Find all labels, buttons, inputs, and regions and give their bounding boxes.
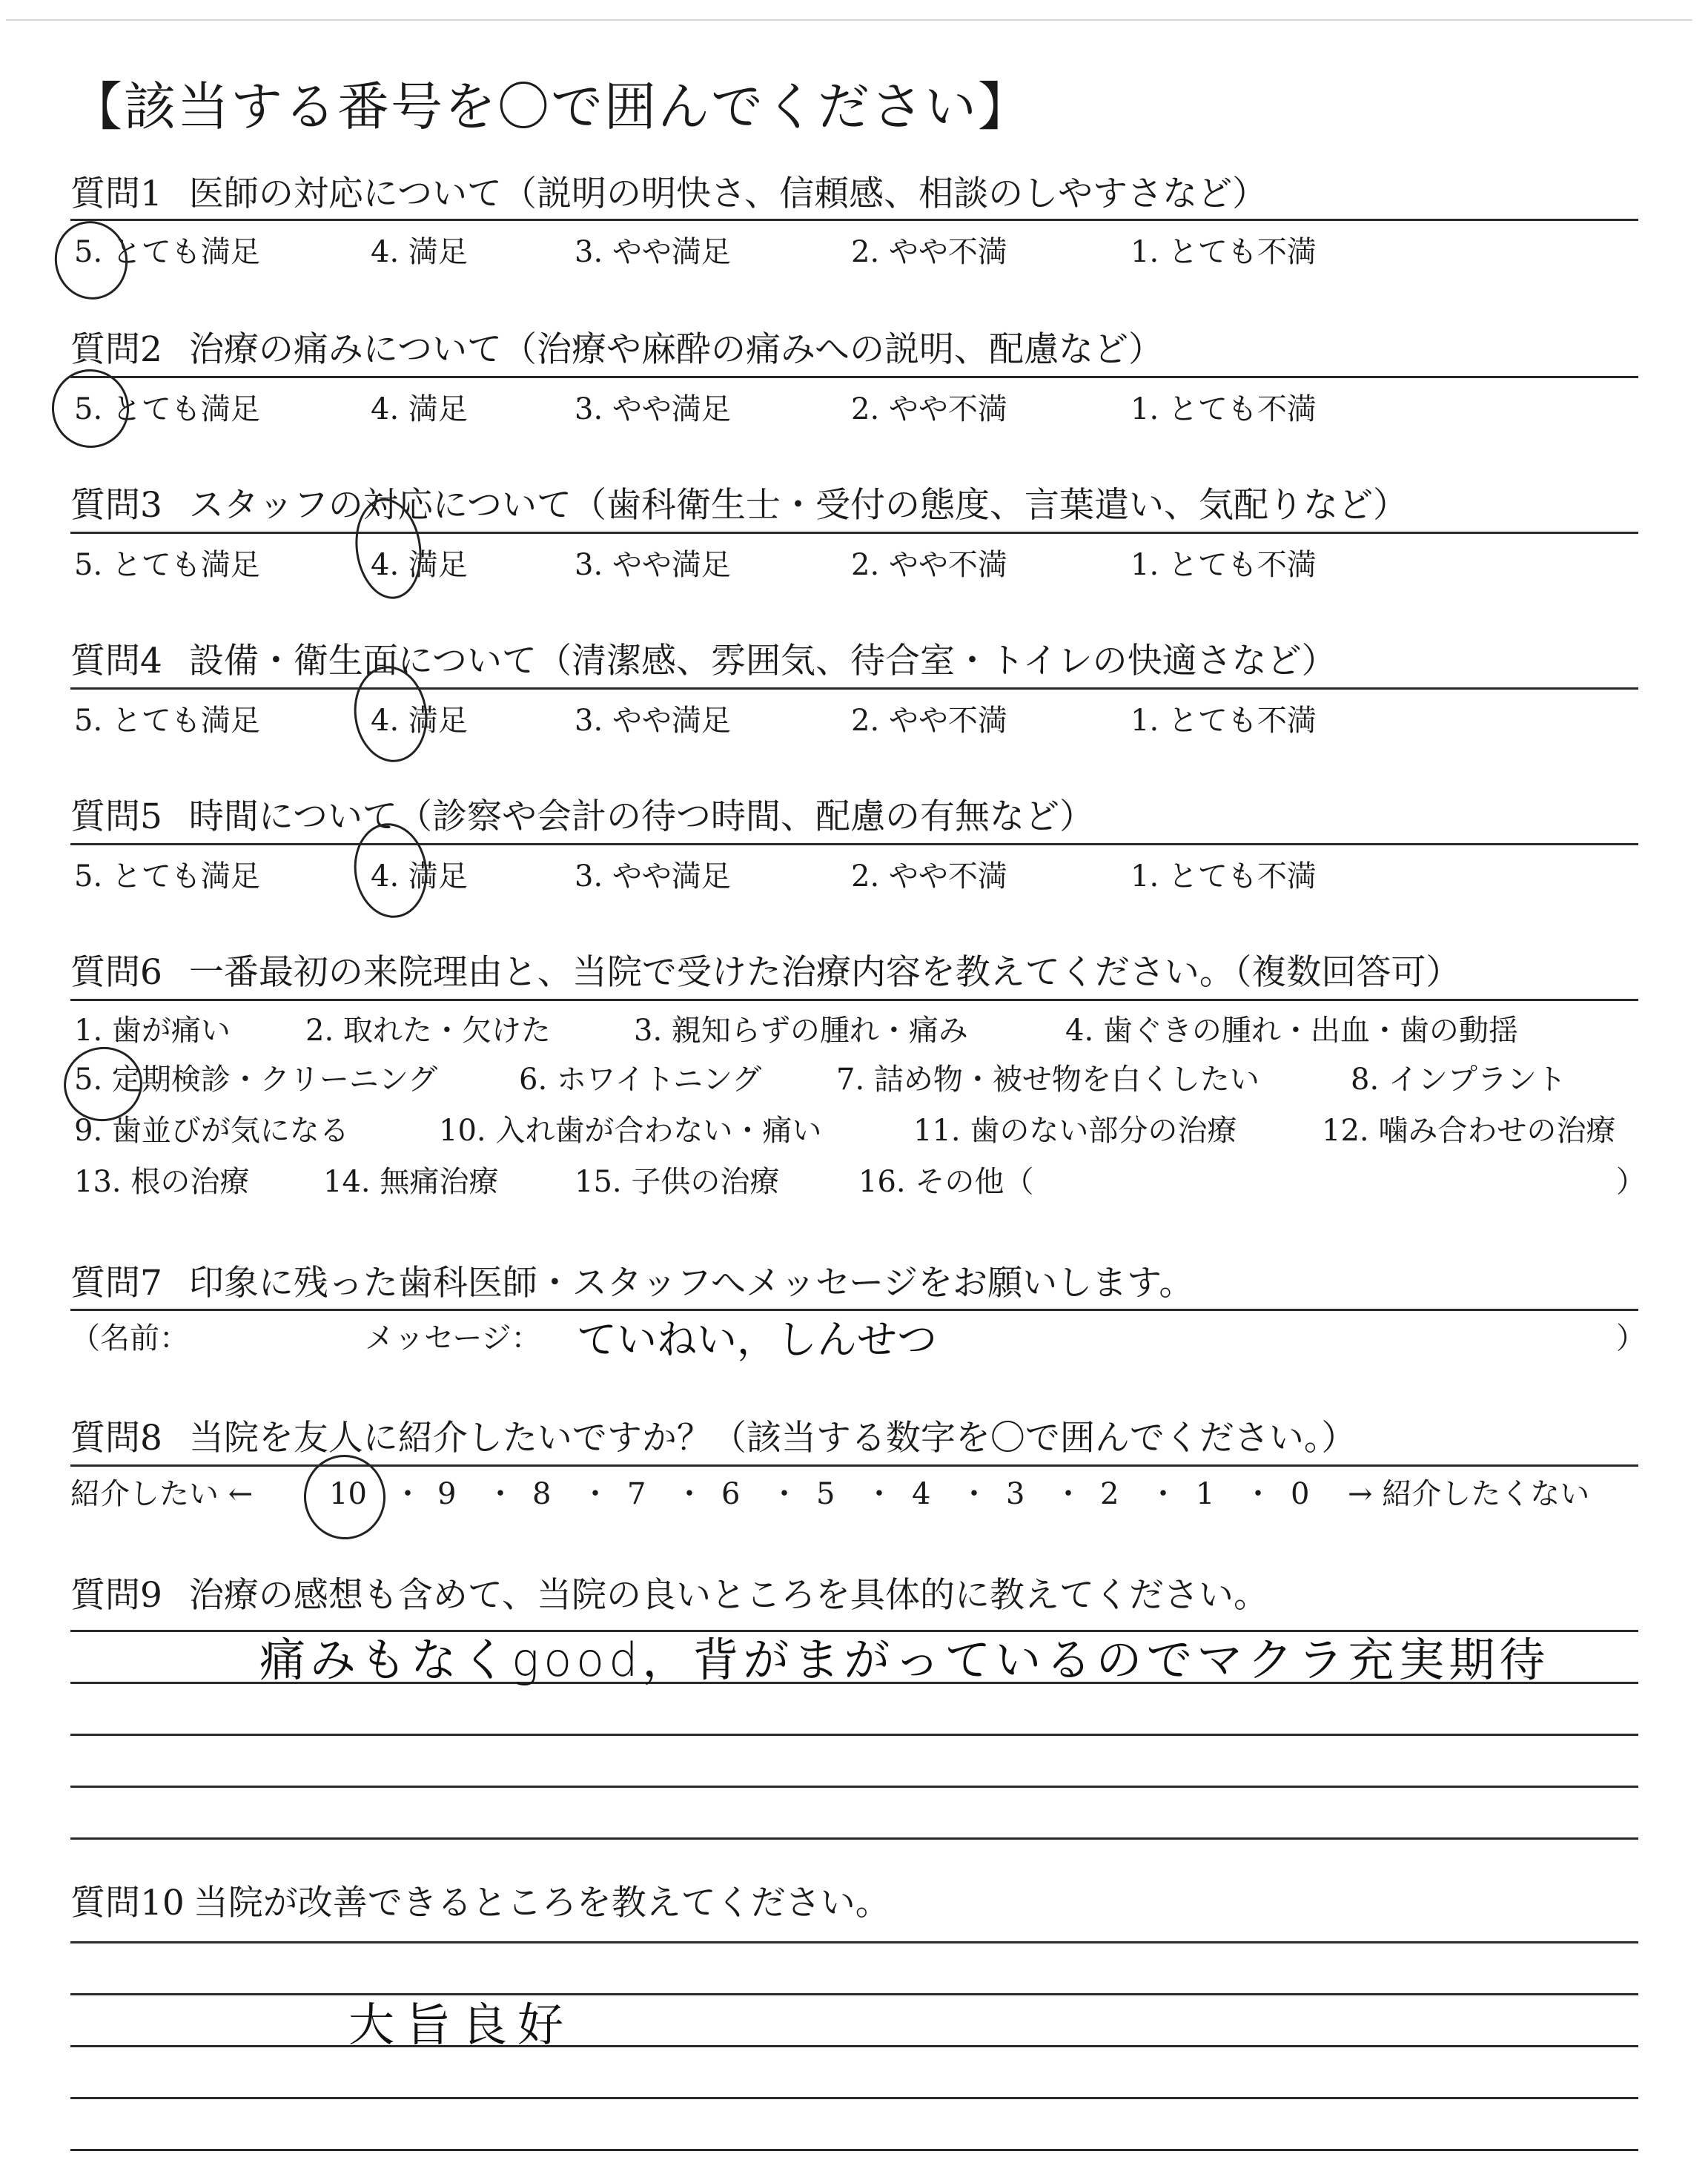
question-4-title xyxy=(70,641,1337,681)
q1-option-1[interactable]: 1. とても不満 xyxy=(1131,235,1317,269)
rule-line xyxy=(70,1464,1638,1467)
question-number: 質問7 xyxy=(70,1263,162,1304)
question-text: スタッフの対応について（歯科衛生士・受付の態度、言葉遣い、気配りなど） xyxy=(188,485,1408,526)
q6-option-12[interactable]: 12. 噛み合わせの治療 xyxy=(1322,1114,1616,1148)
q2-option-1[interactable]: 1. とても不満 xyxy=(1131,392,1317,426)
q6-option-4[interactable]: 4. 歯ぐきの腫れ・出血・歯の動揺 xyxy=(1065,1014,1518,1048)
q6-option-9[interactable]: 9. 歯並びが気になる xyxy=(74,1114,349,1148)
q9-handwritten-answer[interactable]: 痛みもなくgood，背がまがっているのでマクラ充実期待 xyxy=(259,1633,1550,1687)
question-10-title xyxy=(70,1883,890,1923)
nps-dot: ・ xyxy=(959,1477,989,1511)
selection-circle xyxy=(47,214,135,306)
q6-option-5[interactable]: 5. 定期検診・クリーニング xyxy=(74,1063,438,1097)
q4-option-4[interactable]: 4. 満足 xyxy=(371,704,468,738)
question-text: 治療の感想も含めて、当院の良いところを具体的に教えてください。 xyxy=(188,1575,1268,1616)
nps-10[interactable]: 10 xyxy=(329,1477,367,1511)
nps-right-label: → 紹介したくない xyxy=(1348,1477,1590,1511)
q3-option-1[interactable]: 1. とても不満 xyxy=(1131,548,1317,582)
q4-option-3[interactable]: 3. やや満足 xyxy=(575,704,731,738)
q6-option-16[interactable]: 16. その他（ xyxy=(858,1165,1034,1199)
answer-line xyxy=(70,1837,1638,1840)
q6-close-paren: ） xyxy=(1616,1165,1646,1199)
rule-line xyxy=(70,376,1638,378)
question-text: 設備・衛生面について（清潔感、雰囲気、待合室・トイレの快適さなど） xyxy=(188,641,1337,681)
answer-line xyxy=(70,1993,1638,1995)
question-number: 質問8 xyxy=(70,1418,162,1459)
answer-line xyxy=(70,2045,1638,2047)
q6-option-10[interactable]: 10. 入れ歯が合わない・痛い xyxy=(439,1114,822,1148)
question-number: 質問4 xyxy=(70,641,162,681)
question-number: 質問3 xyxy=(70,485,162,526)
answer-line xyxy=(70,1786,1638,1788)
answer-line xyxy=(70,1630,1638,1632)
scan-top-border xyxy=(6,19,1692,21)
q5-option-3[interactable]: 3. やや満足 xyxy=(575,859,731,894)
q6-option-3[interactable]: 3. 親知らずの腫れ・痛み xyxy=(634,1014,968,1048)
q1-option-4[interactable]: 4. 満足 xyxy=(371,235,468,269)
nps-dot: ・ xyxy=(1148,1477,1178,1511)
answer-line xyxy=(70,2097,1638,2099)
rule-line xyxy=(70,219,1638,221)
question-1-title xyxy=(70,174,1268,214)
message-handwritten-answer[interactable]: ていねい，しんせつ xyxy=(577,1316,937,1363)
question-number: 質問9 xyxy=(70,1575,162,1616)
q1-option-3[interactable]: 3. やや満足 xyxy=(575,235,731,269)
nps-dot: ・ xyxy=(1053,1477,1083,1511)
question-5-title xyxy=(70,796,1094,837)
q5-option-4[interactable]: 4. 満足 xyxy=(371,859,468,894)
answer-line xyxy=(70,1941,1638,1943)
question-text: 医師の対応について（説明の明快さ、信頼感、相談のしやすさなど） xyxy=(188,174,1268,214)
question-8-title xyxy=(70,1418,1357,1459)
q1-option-5[interactable]: 5. とても満足 xyxy=(74,235,260,269)
q6-option-6[interactable]: 6. ホワイトニング xyxy=(519,1063,762,1097)
question-text: 当院が改善できるところを教えてください。 xyxy=(193,1883,890,1923)
q2-option-2[interactable]: 2. やや不満 xyxy=(851,392,1007,426)
name-label: （名前： xyxy=(70,1321,189,1355)
rule-line xyxy=(70,1309,1638,1311)
nps-5[interactable]: 5 xyxy=(816,1477,835,1511)
q5-option-1[interactable]: 1. とても不満 xyxy=(1131,859,1317,894)
nps-dot: ・ xyxy=(675,1477,704,1511)
rule-line xyxy=(70,532,1638,534)
q6-option-1[interactable]: 1. 歯が痛い xyxy=(74,1014,231,1048)
q5-option-5[interactable]: 5. とても満足 xyxy=(74,859,260,894)
nps-3[interactable]: 3 xyxy=(1006,1477,1025,1511)
nps-2[interactable]: 2 xyxy=(1100,1477,1119,1511)
q6-option-14[interactable]: 14. 無痛治療 xyxy=(323,1165,499,1199)
question-number: 質問6 xyxy=(70,952,162,993)
question-number: 質問2 xyxy=(70,329,162,370)
q10-handwritten-answer[interactable]: 大旨良好 xyxy=(348,1998,575,2052)
question-3-title xyxy=(70,485,1408,526)
question-number: 質問5 xyxy=(70,796,162,837)
q4-option-2[interactable]: 2. やや不満 xyxy=(851,704,1007,738)
q2-option-4[interactable]: 4. 満足 xyxy=(371,392,468,426)
q3-option-4[interactable]: 4. 満足 xyxy=(371,548,468,582)
nps-dot: ・ xyxy=(580,1477,610,1511)
q4-option-1[interactable]: 1. とても不満 xyxy=(1131,704,1317,738)
nps-7[interactable]: 7 xyxy=(627,1477,646,1511)
q3-option-5[interactable]: 5. とても満足 xyxy=(74,548,260,582)
question-text: 当院を友人に紹介したいですか？（該当する数字を〇で囲んでください。） xyxy=(188,1418,1357,1459)
q3-option-3[interactable]: 3. やや満足 xyxy=(575,548,731,582)
question-9-title xyxy=(70,1575,1268,1616)
page-title: 【該当する番号を〇で囲んでください】 xyxy=(70,76,1031,137)
nps-dot: ・ xyxy=(1243,1477,1273,1511)
nps-4[interactable]: 4 xyxy=(912,1477,931,1511)
q7-close-paren: ） xyxy=(1616,1321,1646,1355)
nps-dot: ・ xyxy=(393,1477,423,1511)
nps-dot: ・ xyxy=(864,1477,894,1511)
q4-option-5[interactable]: 5. とても満足 xyxy=(74,704,260,738)
question-2-title xyxy=(70,329,1164,370)
q5-option-2[interactable]: 2. やや不満 xyxy=(851,859,1007,894)
nps-dot: ・ xyxy=(486,1477,515,1511)
q6-option-15[interactable]: 15. 子供の治療 xyxy=(575,1165,780,1199)
nps-dot: ・ xyxy=(769,1477,799,1511)
question-number: 質問10 xyxy=(70,1883,185,1923)
q6-option-8[interactable]: 8. インプラント xyxy=(1351,1063,1566,1097)
q2-option-5[interactable]: 5. とても満足 xyxy=(74,392,260,426)
q6-option-7[interactable]: 7. 詰め物・被せ物を白くしたい xyxy=(836,1063,1260,1097)
rule-line xyxy=(70,843,1638,845)
message-label: メッセージ： xyxy=(365,1321,541,1355)
rule-line xyxy=(70,999,1638,1001)
nps-1[interactable]: 1 xyxy=(1196,1477,1215,1511)
answer-line xyxy=(70,2149,1638,2151)
q2-option-3[interactable]: 3. やや満足 xyxy=(575,392,731,426)
answer-line xyxy=(70,1734,1638,1736)
nps-6[interactable]: 6 xyxy=(721,1477,741,1511)
q6-option-2[interactable]: 2. 取れた・欠けた xyxy=(305,1014,551,1048)
question-text: 印象に残った歯科医師・スタッフへメッセージをお願いします。 xyxy=(188,1263,1194,1304)
question-7-title xyxy=(70,1263,1194,1304)
nps-0[interactable]: 0 xyxy=(1291,1477,1310,1511)
q6-option-11[interactable]: 11. 歯のない部分の治療 xyxy=(913,1114,1237,1148)
q1-option-2[interactable]: 2. やや不満 xyxy=(851,235,1007,269)
nps-left-label: 紹介したい ← xyxy=(70,1477,254,1511)
question-text: 時間について（診察や会計の待つ時間、配慮の有無など） xyxy=(188,796,1094,837)
nps-9[interactable]: 9 xyxy=(437,1477,457,1511)
question-number: 質問1 xyxy=(70,174,162,214)
q6-option-13[interactable]: 13. 根の治療 xyxy=(74,1165,250,1199)
question-text: 一番最初の来院理由と、当院で受けた治療内容を教えてください。（複数回答可） xyxy=(188,952,1461,993)
rule-line xyxy=(70,687,1638,690)
q3-option-2[interactable]: 2. やや不満 xyxy=(851,548,1007,582)
question-text: 治療の痛みについて（治療や麻酔の痛みへの説明、配慮など） xyxy=(188,329,1164,370)
nps-8[interactable]: 8 xyxy=(532,1477,552,1511)
question-6-title xyxy=(70,952,1461,993)
